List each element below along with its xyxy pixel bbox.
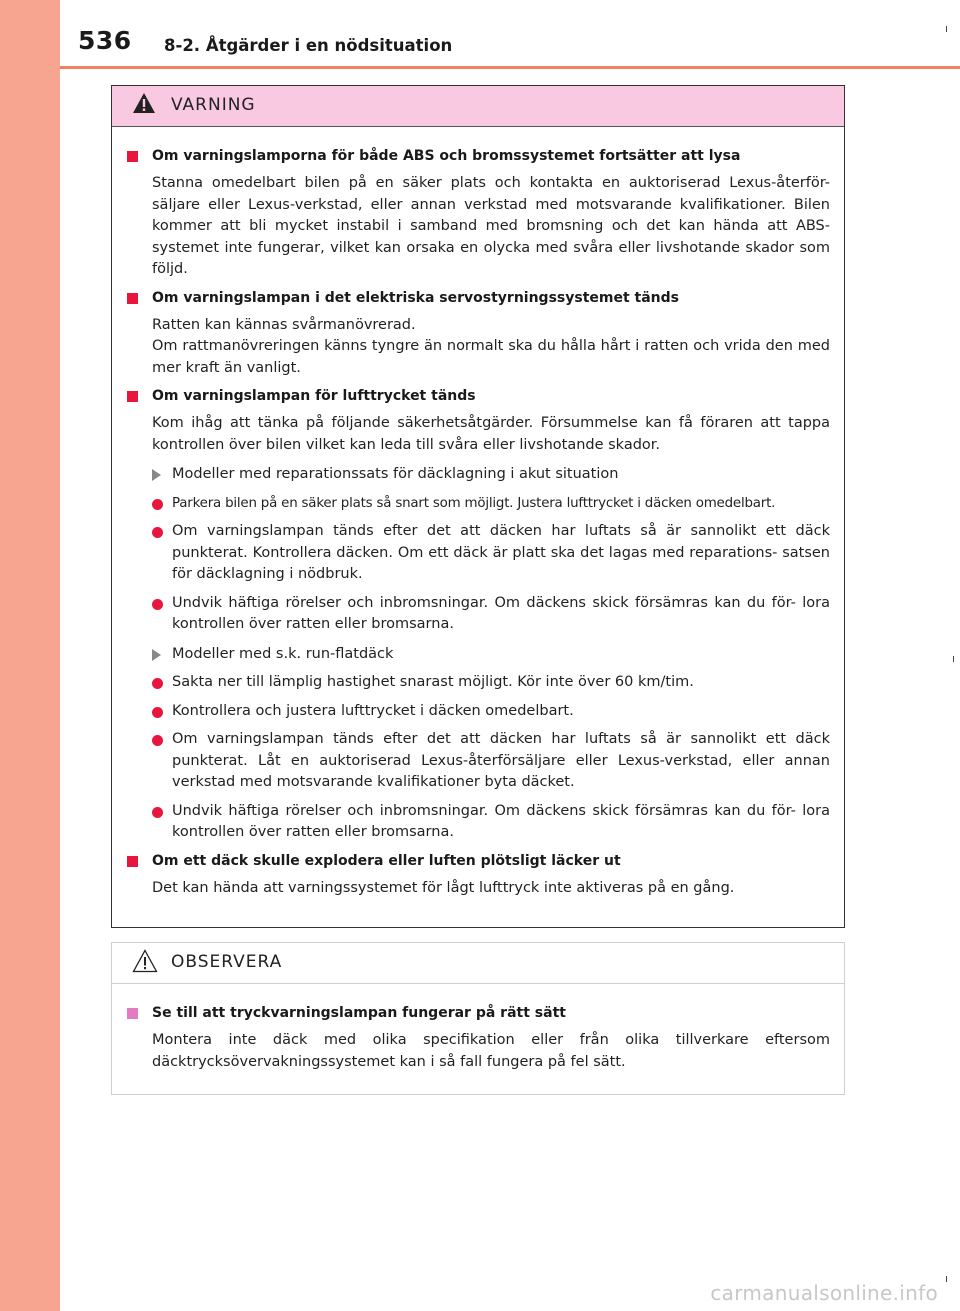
section-heading <box>127 386 830 407</box>
watermark-text: carmanualsonline.info <box>710 1281 938 1305</box>
round-bullet-icon <box>152 678 163 689</box>
subgroup-title <box>127 464 830 486</box>
section-heading <box>127 146 830 167</box>
section-heading <box>127 1003 830 1024</box>
page-number: 536 <box>78 26 132 55</box>
list-item-text: Undvik häftiga rörelser och inbromsningar. Om däckens skick försämras kan du för- lora kontrollen över ratten eller bromsarna. <box>172 802 830 840</box>
list-item-text: Om varningslampan tänds efter det att däcken har luftats så är sannolikt ett däck punkterat. Låt en auktoriserad Lexus-återförsäljare eller Lexus-verkstad, eller annan verkstad med motsvarande kvalifikationer byta däcket. <box>172 731 830 790</box>
square-bullet-icon <box>127 151 138 162</box>
list-item-text: Kontrollera och justera lufttrycket i däcken omedelbart. <box>172 702 574 719</box>
section-heading-text: Om varningslampan för lufttrycket tänds <box>152 388 476 404</box>
warning-box <box>111 85 845 928</box>
list-item-text: Undvik häftiga rörelser och inbromsningar. Om däckens skick försämras kan du för- lora kontrollen över ratten eller bromsarna. <box>172 594 830 632</box>
warning-header <box>112 86 844 127</box>
notice-header <box>112 943 844 984</box>
paragraph: Stanna omedelbart bilen på en säker plats och kontakta en auktoriserad Lexus-återför- säljare eller Lexus-verkstad, eller annan verkstad med motsvarande kvalifikationer. Bilen kommer att bli mycket instabil i samband med bromsning och det kan hända att ABS-systemet inte fungerar, vilket kan orsaka en olycka med svåra eller livshotande skador som följd. <box>152 175 830 277</box>
triangle-bullet-icon <box>152 649 161 661</box>
notice-box <box>111 942 845 1095</box>
subgroup-title <box>127 644 830 666</box>
section-heading-text: Om varningslamporna för både ABS och bromssystemet fortsätter att lysa <box>152 148 741 164</box>
subgroup-title-text: Modeller med s.k. run-flatdäck <box>172 645 394 662</box>
subgroup-title-text: Modeller med reparationssats för däcklagning i akut situation <box>172 466 619 482</box>
round-bullet-icon <box>152 599 163 610</box>
square-bullet-icon <box>127 293 138 304</box>
list-item-text: Om varningslampan tänds efter det att däcken har luftats så är sannolikt ett däck punkterat. Kontrollera däcken. Om ett däck är platt ska det lagas med reparations- satsen för däcklagning i nödbruk. <box>172 523 830 582</box>
paragraph: Kom ihåg att tänka på följande säkerhetsåtgärder. Försummelse kan få föraren att tappa kontrollen över bilen vilket kan leda till svåra eller livshotande skador. <box>152 415 830 453</box>
section-heading-text: Om ett däck skulle explodera eller luften plötsligt läcker ut <box>152 852 621 869</box>
section-heading <box>127 851 830 872</box>
triangle-bullet-icon <box>152 469 161 481</box>
crop-mark <box>946 26 947 32</box>
list-item <box>127 729 830 794</box>
list-item <box>127 801 830 844</box>
notice-label: OBSERVERA <box>171 952 283 972</box>
section-heading-text: Om varningslampan i det elektriska servostyrningssystemet tänds <box>152 289 679 306</box>
list-item <box>127 701 830 723</box>
list-item <box>127 521 830 586</box>
section-title: 8-2. Åtgärder i en nödsituation <box>164 36 453 55</box>
list-item <box>127 493 830 515</box>
round-bullet-icon <box>152 807 163 818</box>
round-bullet-icon <box>152 499 163 510</box>
square-bullet-icon <box>127 391 138 402</box>
warning-triangle-icon <box>132 92 156 114</box>
list-item <box>127 593 830 636</box>
header-rule <box>60 66 960 69</box>
paragraph <box>127 315 830 380</box>
list-item-text: Sakta ner till lämplig hastighet snarast möjligt. Kör inte över 60 km/tim. <box>172 674 694 690</box>
warning-label: VARNING <box>171 95 256 115</box>
paragraph-line: Om rattmanövreringen känns tyngre än normalt ska du hålla hårt i ratten och vrida den med mer kraft än vanligt. <box>152 338 830 376</box>
crop-mark <box>946 1276 947 1282</box>
list-item <box>127 672 830 694</box>
caution-triangle-icon <box>132 949 158 973</box>
notice-body <box>112 984 844 1073</box>
section-heading-text: Se till att tryckvarningslampan fungerar på rätt sätt <box>152 1005 566 1021</box>
round-bullet-icon <box>152 735 163 746</box>
paragraph-line: Ratten kan kännas svårmanövrerad. <box>152 316 416 333</box>
crop-mark <box>953 656 954 662</box>
side-color-strip <box>0 0 60 1311</box>
paragraph: Det kan hända att varningssystemet för lågt lufttryck inte aktiveras på en gång. <box>152 879 735 896</box>
paragraph: Montera inte däck med olika specifikation eller från olika tillverkare eftersom däcktrycksövervakningssystemet kan i så fall fungera på fel sätt. <box>152 1032 830 1070</box>
list-item-text: Parkera bilen på en säker plats så snart som möjligt. Justera lufttrycket i däcken omedelbart. <box>172 495 776 511</box>
square-bullet-icon <box>127 856 138 867</box>
round-bullet-icon <box>152 527 163 538</box>
round-bullet-icon <box>152 707 163 718</box>
section-heading <box>127 288 830 309</box>
square-bullet-icon <box>127 1008 138 1019</box>
warning-body <box>112 127 844 899</box>
